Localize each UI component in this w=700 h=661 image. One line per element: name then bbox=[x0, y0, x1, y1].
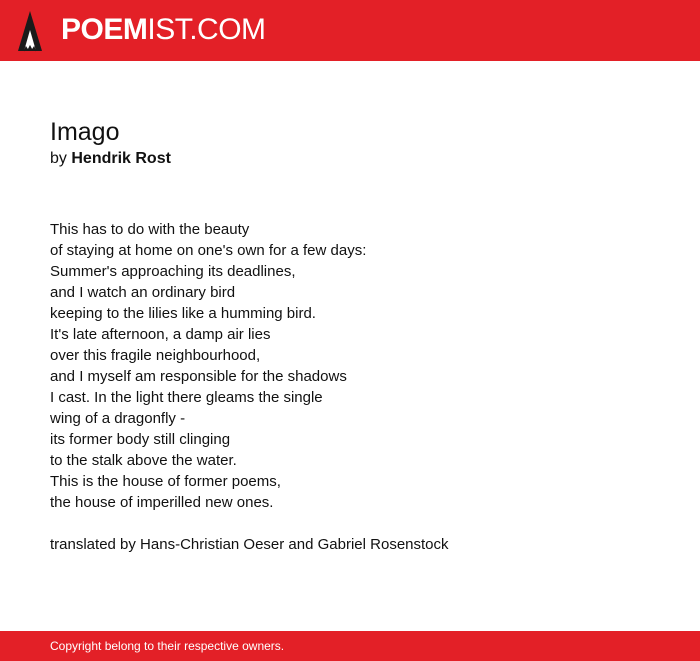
poem-title: Imago bbox=[50, 118, 120, 146]
translation-credit: translated by Hans-Christian Oeser and Gabriel Rosenstock bbox=[50, 536, 449, 553]
poem-line: over this fragile neighbourhood, bbox=[50, 347, 261, 364]
poem-line: its former body still clinging bbox=[50, 431, 231, 448]
poem-line: of staying at home on one's own for a few days: bbox=[50, 242, 367, 259]
site-header bbox=[0, 0, 700, 61]
poem-line: keeping to the lilies like a humming bird. bbox=[50, 305, 316, 322]
poem-line: Summer's approaching its deadlines, bbox=[50, 263, 296, 280]
site-logo[interactable] bbox=[61, 12, 266, 48]
poem-line: wing of a dragonfly - bbox=[50, 410, 186, 427]
logo-text-bold: POEM bbox=[61, 13, 148, 46]
poem-line: I cast. In the light there gleams the single bbox=[50, 389, 323, 406]
poem-line: the house of imperilled new ones. bbox=[50, 494, 274, 511]
by-label: by bbox=[50, 150, 67, 167]
site-footer bbox=[0, 631, 700, 661]
poem-line: and I myself am responsible for the shadows bbox=[50, 368, 347, 385]
byline bbox=[50, 149, 171, 169]
poem-line: This has to do with the beauty bbox=[50, 221, 250, 238]
pencil-tip-icon bbox=[17, 10, 43, 52]
poem-line: to the stalk above the water. bbox=[50, 452, 237, 469]
author-name: Hendrik Rost bbox=[71, 150, 171, 167]
poem-line: This is the house of former poems, bbox=[50, 473, 281, 490]
poem-line: It's late afternoon, a damp air lies bbox=[50, 326, 271, 343]
poem-body bbox=[50, 219, 366, 513]
logo-text-light: IST.COM bbox=[147, 13, 266, 46]
poem-line: and I watch an ordinary bird bbox=[50, 284, 236, 301]
copyright-text: Copyright belong to their respective owners. bbox=[50, 639, 285, 653]
